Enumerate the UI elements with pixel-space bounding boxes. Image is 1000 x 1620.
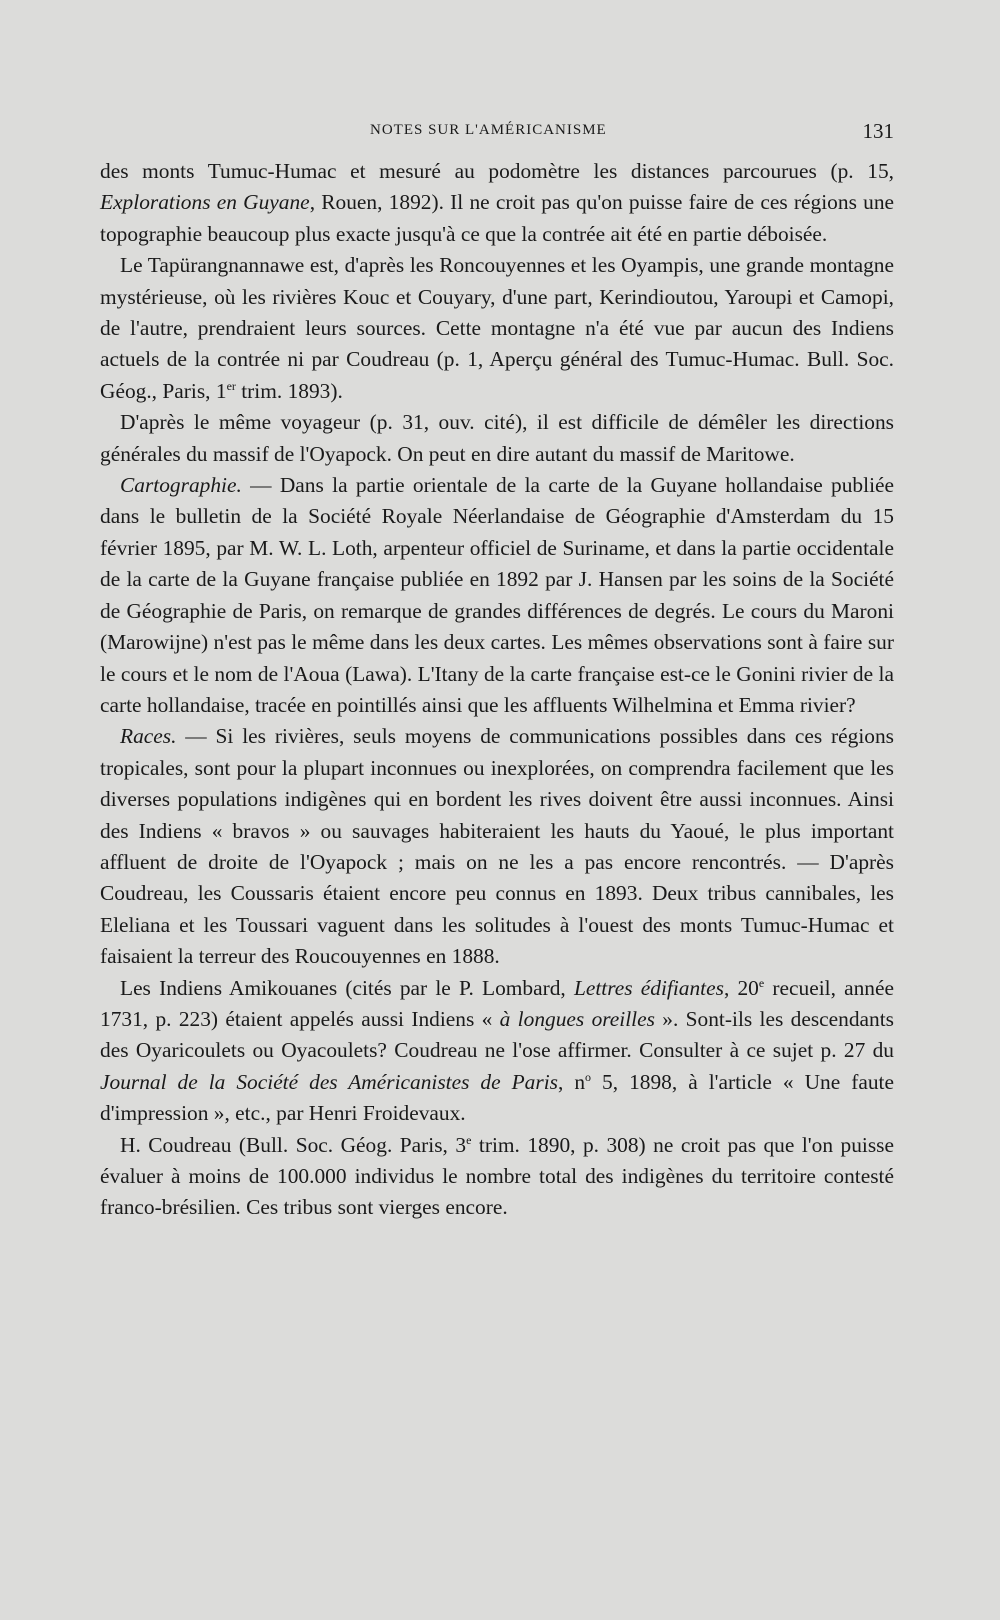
text-run: — Dans la partie orientale de la carte de la Guyane hollandaise publiée dans le bulletin de la Société Royale Néerlandaise de Géographie d'Amsterdam du 15 février 1895, par M. W. L. Loth, arpenteur officiel de Suriname, et dans la partie occidentale de la carte de la Guyane française publiée en 1892 par J. Hansen par les soins de la Société de Géographie de Paris, on remarque de grandes différences de degrés. Le cours du Maroni (Marowijne) n'est pas le même dans les deux cartes. Les mêmes observations sont à faire sur le cours et le nom de l'Aoua (Lawa). L'Itany de la carte française est-ce le Gonini rivier de la carte hollandaise, tracée en pointillés ainsi que les affluents Wilhelmina et Emma rivier? [100,473,894,717]
italic-run: Cartographie. [120,473,242,498]
superscript: e [758,975,765,990]
text-run: Les Indiens Amikouanes (cités par le P. Lombard, [120,975,574,1000]
italic-run: Explorations en Guyane [100,190,310,215]
text-run: Le Tapürangnannawe est, d'après les Roncouyennes et les Oyampis, une grande montagne mystérieuse, où les rivières Kouc et Couyary, d'une part, Kerindioutou, Yaroupi et Camopi, de l'autre, prendraient leurs sources. Cette montagne n'a été vue par aucun des Indiens actuels de la contrée ni par Coudreau (p. 1, Aperçu général des Tumuc-Humac. Bull. Soc. Géog., Paris, 1 [100,253,894,403]
text-run: trim. 1893). [235,378,343,403]
text-run: ». Sont-ils les descendants des Oyaricoulets ou Oyacoulets? Coudreau ne l'ose affirmer. Consulter à ce sujet p. 27 du [100,1006,894,1063]
text-run: H. Coudreau (Bull. Soc. Géog. Paris, 3 [120,1132,467,1157]
superscript: e [466,1132,472,1147]
paragraph [100,721,894,972]
italic-run: Races. [120,724,177,749]
text-run: , 20 [723,975,759,1000]
superscript: er [226,378,236,393]
paragraph [100,470,894,721]
text-run: des monts Tumuc-Humac et mesuré au podomètre les distances parcourues (p. 15, [100,159,894,183]
italic-run: Lettres édifiantes [573,975,724,1000]
text-run: , n [557,1069,586,1094]
text-run: — Si les rivières, seuls moyens de communications possibles dans ces régions tropicales, sont pour la plupart inconnues ou inexplorées, on comprendra facilement que les diverses populations indigènes qui en bordent les rives doivent être aussi inconnues. Ainsi des Indiens « bravos » ou sauvages habiteraient les hauts du Yaoué, le plus important affluent de droite de l'Oyapock ; mais on ne les a pas encore rencontrés. — D'après Coudreau, les Coussaris étaient encore peu connus en 1893. Deux tribus cannibales, les Eleliana et les Toussari vaguent dans les solitudes à l'ouest des monts Tumuc-Humac et faisaient la terreur des Roucouyennes en 1888. [100,724,894,969]
paragraph [100,250,894,407]
text-run: trim. 1890, p. 308) ne croit pas que l'on puisse évaluer à moins de 100.000 individus le nombre total des indigènes du territoire contesté franco-brésilien. Ces tribus sont vierges encore. [100,1132,894,1220]
paragraph [100,1130,894,1224]
running-title: NOTES SUR L'AMÉRICANISME [370,122,607,138]
paragraph [100,156,894,250]
text-run: , Rouen, 1892). Il ne croit pas qu'on puisse faire de ces régions une topographie beaucoup plus exacte jusqu'à ce que la contrée ait été en partie déboisée. [100,190,895,246]
body-text [100,156,894,1224]
running-head [100,119,894,146]
text-run: D'après le même voyageur (p. 31, ouv. cité), il est difficile de démêler les directions générales du massif de l'Oyapock. On peut en dire autant du massif de Maritowe. [100,410,894,466]
italic-run: Journal de la Société des Américanistes de Paris [100,1069,558,1094]
paragraph [100,973,894,1130]
superscript: o [585,1069,592,1084]
italic-run: à longues oreilles [499,1006,655,1031]
text-run: 5, 1898, à l'article « Une faute d'impression », etc., par Henri Froidevaux. [100,1069,894,1126]
page-number: 131 [862,119,894,143]
text-run: recueil, année 1731, p. 223) étaient appelés aussi Indiens « [100,975,894,1031]
paragraph [100,407,894,470]
